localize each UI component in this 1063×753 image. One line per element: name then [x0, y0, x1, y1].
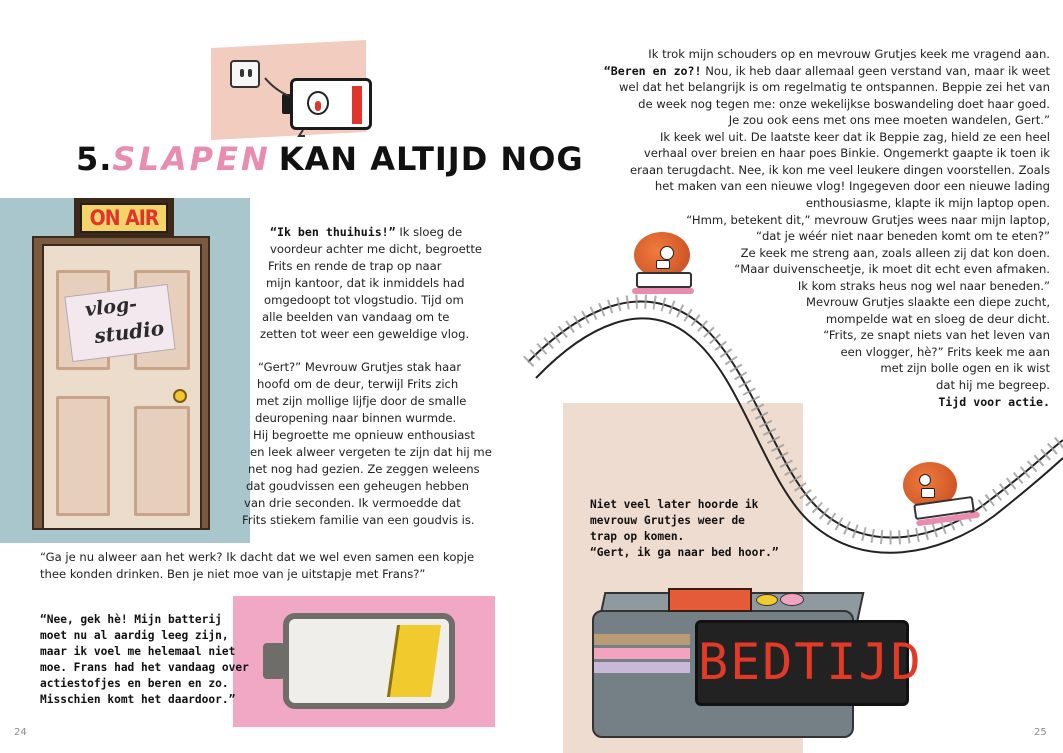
paragraph2-line: dat goudvissen een geheugen hebben [246, 479, 470, 493]
paragraph1-line: mijn kantoor, dat ik inmiddels had [266, 276, 465, 290]
right-paragraph-line: met zijn bolle ogen en ik wist [880, 361, 1050, 376]
right-paragraph-line: een vlogger, hè?” Frits keek me aan [840, 344, 1050, 359]
right-paragraph-line: het maken van een nieuwe vlog! Ingegeven door een nieuwe lading [654, 179, 1050, 194]
right-paragraph-line: Je zou ook eens met ons mee moeten wandelen, Gert.” [728, 113, 1050, 128]
right-paragraph-line: enthousiasme, klapte ik mijn laptop open. [805, 195, 1050, 210]
vlog-studio-note [64, 284, 175, 362]
callout-line: maar ik voel me helemaal niet [40, 645, 236, 658]
paragraph2-line: net nog had gezien. Ze zeggen weleens [248, 462, 480, 476]
right-paragraph-line: mompelde wat en sloeg de deur dicht. [825, 311, 1050, 326]
right-paragraph-line: Ik kom straks heus nog wel naar beneden.” [797, 278, 1050, 293]
right-paragraph-line: dat hij me begreep. [936, 378, 1050, 392]
paragraph2-line: deuropening naar binnen wurmde. [255, 411, 457, 425]
page-number-left: 24 [14, 727, 27, 738]
right-paragraph-line: Ik trok mijn schouders op en mevrouw Grutjes keek me vragend aan. [648, 47, 1050, 61]
callout-line: Misschien komt het daardoor.” [40, 693, 236, 706]
paragraph3-line: thee konden drinken. Ben je niet moe van je uitstapje met Frans?” [40, 567, 426, 581]
paragraph1-line: omgedoopt tot vlogstudio. Tijd om [264, 293, 464, 307]
door [42, 244, 202, 530]
paragraph3-line: “Ga je nu alweer aan het werk? Ik dacht dat we wel even samen een kopje [40, 550, 475, 564]
right-paragraph-line: Ze keek me streng aan, zoals alleen zij dat kon doen. [740, 245, 1050, 260]
coaster-cart-base [632, 288, 694, 294]
right-paragraph-line: “Hmm, betekent dit,” mevrouw Grutjes wees naar mijn laptop, [686, 212, 1050, 227]
right-paragraph-line: verhaal over breien en haar poes Binkie. Ongemerkt gaapte ik toen ik [643, 146, 1050, 161]
note-line-1: vlog- [83, 292, 139, 322]
right-paragraph-line: eraan terugdacht. Nee, ik kon me veel leukere dingen voorstellen. Zoals [629, 162, 1050, 177]
on-air-sign: ON AIR [80, 203, 168, 233]
battery-low-fill [352, 86, 362, 124]
paragraph1-line: zetten tot weer een geweldige vlog. [260, 327, 470, 341]
right-paragraph-line: “Beren en zo?! Nou, ik heb daar allemaal geen verstand van, maar ik weet [603, 63, 1050, 78]
chapter-number: 5. [76, 140, 113, 178]
right-callout-line: mevrouw Grutjes weer de [590, 514, 745, 527]
paragraph2-line: en leek alweer vergeten te zijn dat hij me [250, 445, 492, 459]
chapter-title [76, 140, 584, 184]
right-paragraph-line: “Frits, ze snapt niets van het leven van [823, 328, 1050, 343]
right-callout-line: trap op komen. [590, 530, 685, 543]
paragraph2-line: van drie seconden. Ik vermoedde dat [244, 496, 461, 510]
right-paragraph-line: de week nog tegen me: onze wekelijkse boswandeling doet haar goed. [638, 96, 1050, 111]
paragraph1-line: voordeur achter me dicht, begroette [270, 242, 483, 256]
paragraph2-line: Hij begroette me opnieuw enthousiast [253, 428, 475, 442]
paragraph2-line: hoofd om de deur, terwijl Frits zich [257, 377, 459, 391]
paragraph2-line: Frits stiekem familie van een goudvis is. [242, 513, 475, 527]
alarm-clock-button-yellow [756, 594, 778, 606]
chapter-title-rest: KAN ALTIJD NOG [278, 140, 584, 178]
right-paragraph-line: Tijd voor actie. [938, 394, 1050, 409]
callout-line: “Nee, gek hè! Mijn batterij [40, 613, 222, 626]
coaster-cart [636, 272, 692, 288]
chapter-title-accent: SLAPEN [112, 140, 271, 178]
callout-line: actiestofjes en beren en zo. [40, 677, 229, 690]
alarm-clock-button [668, 588, 752, 612]
door-knob [173, 389, 187, 403]
right-paragraph-line: Mevrouw Grutjes slaakte een diepe zucht, [806, 295, 1050, 310]
right-paragraph-line: wel dat het belangrijk is om regelmatig te ontspannen. Beppie zei het van [618, 80, 1050, 95]
paragraph1-line: Frits en rende de trap op naar [268, 259, 442, 273]
clock-display: BEDTIJD [695, 620, 909, 706]
page-number-right: 25 [1034, 727, 1047, 738]
paragraph2-line: “Gert?” Mevrouw Grutjes stak haar [258, 360, 462, 374]
right-callout-line: “Gert, ik ga naar bed hoor.” [590, 546, 779, 559]
callout-line: moet nu al aardig leeg zijn, [40, 629, 229, 642]
alarm-clock-button-pink [780, 593, 804, 606]
right-callout-line: Niet veel later hoorde ik [590, 498, 759, 511]
battery-legs-icon [255, 70, 305, 140]
right-paragraph-line: Ik keek wel uit. De laatste keer dat ik Beppie zag, hield ze een heel [659, 129, 1050, 144]
paragraph2-line: met zijn mollige lijfje door de smalle [256, 394, 467, 408]
paragraph1-line: “Ik ben thuihuis!” Ik sloeg de [270, 225, 463, 239]
right-paragraph-line: “Maar duivenscheetje, ik moet dit echt even afmaken. [734, 262, 1050, 277]
paragraph1-line: alle beelden van vandaag om te [262, 310, 450, 324]
battery-big-tip [263, 643, 285, 679]
callout-line: moe. Frans had het vandaag over [40, 661, 249, 674]
note-line-2: studio [92, 315, 166, 349]
right-paragraph-line: “dat je wéér niet naar beneden komt om te eten?” [755, 229, 1050, 244]
